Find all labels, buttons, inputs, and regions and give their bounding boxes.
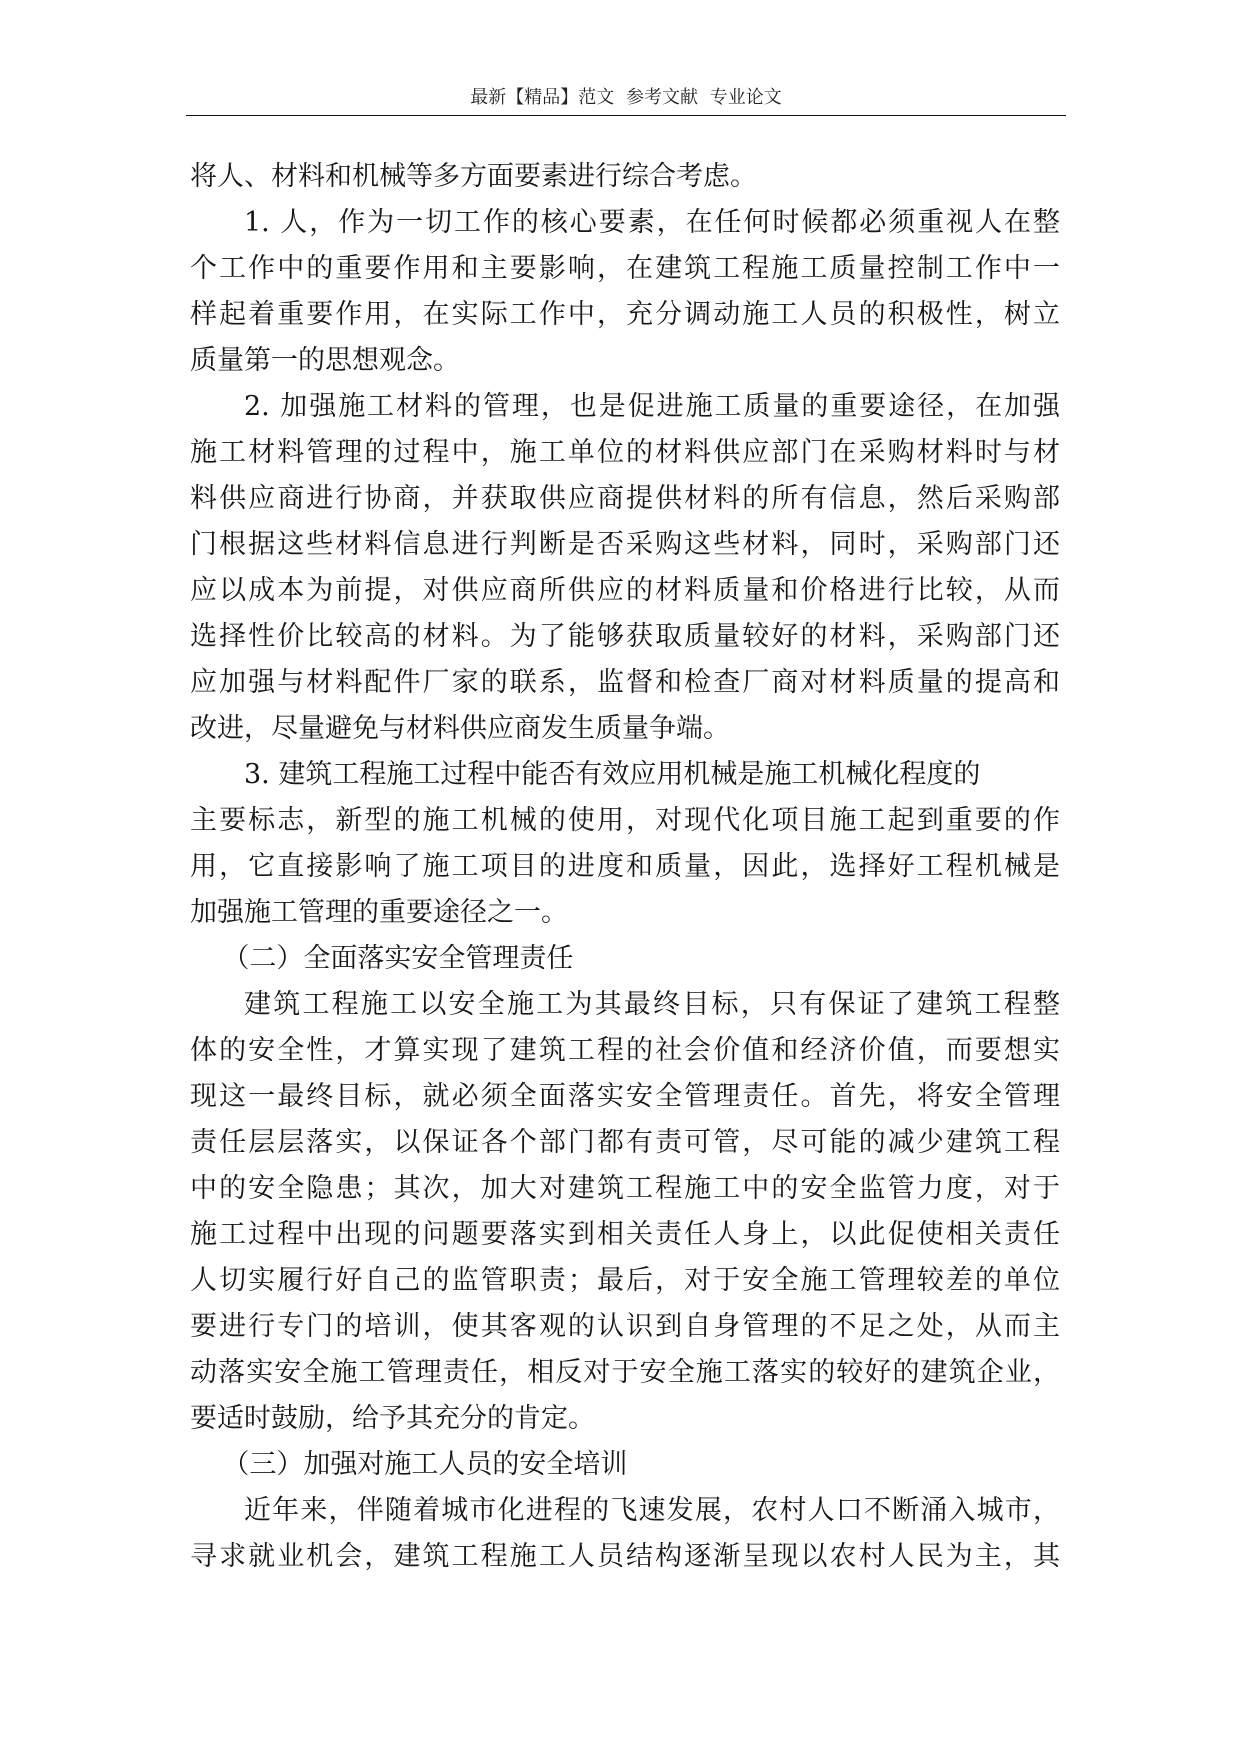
body-line: 样起着重要作用，在实际工作中，充分调动施工人员的积极性，树立 — [190, 299, 1060, 330]
body-line: 应加强与材料配件厂家的联系，监督和检查厂商对材料质量的提高和 — [190, 667, 1060, 698]
body-line: 改进，尽量避免与材料供应商发生质量争端。 — [190, 713, 730, 744]
body-line: 加强施工管理的重要途径之一。 — [190, 897, 568, 928]
section-heading-text: （二）全面落实安全管理责任 — [222, 943, 574, 974]
section-heading — [190, 936, 1060, 982]
body-line: 3. 建筑工程施工过程中能否有效应用机械是施工机械化程度的 — [244, 759, 981, 790]
body-line: 将人、材料和机械等多方面要素进行综合考虑。 — [190, 161, 757, 192]
body-line: 用，它直接影响了施工项目的进度和质量，因此，选择好工程机械是 — [190, 851, 1060, 882]
body-line: 建筑工程施工以安全施工为其最终目标，只有保证了建筑工程整 — [244, 989, 1060, 1020]
body-line: 应以成本为前提，对供应商所供应的材料质量和价格进行比较，从而 — [190, 575, 1060, 606]
section-heading-text: （三）加强对施工人员的安全培训 — [222, 1449, 628, 1480]
body-line: 2. 加强施工材料的管理，也是促进施工质量的重要途径，在加强 — [244, 391, 1060, 422]
body-line: 人切实履行好自己的监管职责；最后，对于安全施工管理较差的单位 — [190, 1265, 1060, 1296]
body-line: 选择性价比较高的材料。为了能够获取质量较好的材料，采购部门还 — [190, 621, 1060, 652]
document-body — [190, 154, 1060, 1580]
paragraph — [190, 154, 1060, 200]
body-line: 门根据这些材料信息进行判断是否采购这些材料，同时，采购部门还 — [190, 529, 1060, 560]
header-divider — [186, 115, 1066, 116]
body-line: 体的安全性，才算实现了建筑工程的社会价值和经济价值，而要想实 — [190, 1035, 1060, 1066]
paragraph — [190, 384, 1060, 752]
body-line: 个工作中的重要作用和主要影响，在建筑工程施工质量控制工作中一 — [190, 253, 1060, 284]
body-line: 近年来，伴随着城市化进程的飞速发展，农村人口不断涌入城市， — [244, 1495, 1060, 1526]
section-heading — [190, 1442, 1060, 1488]
body-line: 要进行专门的培训，使其客观的认识到自身管理的不足之处，从而主 — [190, 1311, 1060, 1342]
body-line: 中的安全隐患；其次，加大对建筑工程施工中的安全监管力度，对于 — [190, 1173, 1060, 1204]
paragraph — [190, 982, 1060, 1442]
body-line: 1. 人，作为一切工作的核心要素，在任何时候都必须重视人在整 — [244, 207, 1060, 238]
body-line: 料供应商进行协商，并获取供应商提供材料的所有信息，然后采购部 — [190, 483, 1060, 514]
body-line: 质量第一的思想观念。 — [190, 345, 460, 376]
body-line: 责任层层落实，以保证各个部门都有责可管，尽可能的减少建筑工程 — [190, 1127, 1060, 1158]
body-line: 施工过程中出现的问题要落实到相关责任人身上，以此促使相关责任 — [190, 1219, 1060, 1250]
paragraph — [190, 200, 1060, 384]
body-line: 施工材料管理的过程中，施工单位的材料供应部门在采购材料时与材 — [190, 437, 1060, 468]
body-line: 寻求就业机会，建筑工程施工人员结构逐渐呈现以农村人民为主，其 — [190, 1541, 1060, 1572]
paragraph — [190, 1488, 1060, 1580]
paragraph — [190, 752, 1060, 936]
body-line: 动落实安全施工管理责任，相反对于安全施工落实的较好的建筑企业， — [190, 1357, 1060, 1388]
body-line: 要适时鼓励，给予其充分的肯定。 — [190, 1403, 595, 1434]
body-line: 主要标志，新型的施工机械的使用，对现代化项目施工起到重要的作 — [190, 805, 1060, 836]
body-line: 现这一最终目标，就必须全面落实安全管理责任。首先，将安全管理 — [190, 1081, 1060, 1112]
page-header-title: 最新【精品】范文 参考文献 专业论文 — [470, 87, 782, 108]
